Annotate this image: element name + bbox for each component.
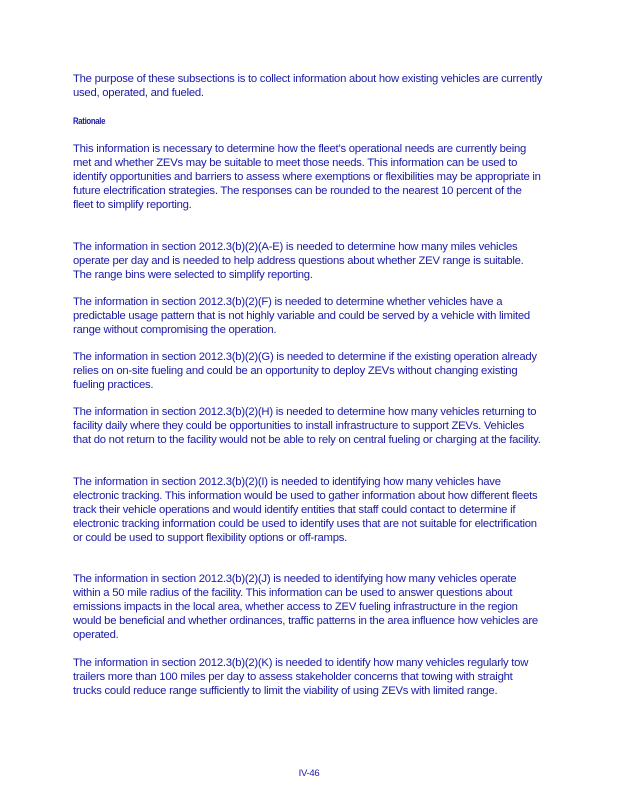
rationale-paragraph-8: The information in section 2012.3(b)(2)(K) is needed to identify how many vehicles regularly tow trailers more than 100 miles per day to assess stakeholder concerns that towing with straight trucks could reduce range sufficiently to limit the viability of using ZEVs with limited range. [73,657,529,697]
rationale-paragraph-3: The information in section 2012.3(b)(2)(F) is needed to determine whether vehicles have a predictable usage pattern that is not highly variable and could be served by a vehicle with limited range without compromising the operation. [73,296,530,336]
intro-paragraph: The purpose of these subsections is to collect information about how existing vehicles are currently used, operated, and fueled. [73,73,543,99]
rationale-paragraph-5: The information in section 2012.3(b)(2)(H) is needed to determine how many vehicles returning to facility daily where they could be opportunities to install infrastructure to support ZEVs. Vehicles that do not return to the facility would not be able to rely on central fueling or charging at the facility. [73,406,541,446]
rationale-paragraph-1: This information is necessary to determine how the fleet’s operational needs are currently being met and whether ZEVs may be suitable to meet those needs. This information can be used to identify opportunities and barriers to assess where exemptions or flexibilities may be appropriate in future electrification strategies. The responses can be rounded to the nearest 10 percent of the fleet to simplify reporting. [73,143,541,211]
rationale-paragraph-6: The information in section 2012.3(b)(2)(I) is needed to identifying how many vehicles have electronic tracking. This information would be used to gather information about how different fleets track their vehicle operations and would identify entities that staff could contact to determine if electronic tracking information could be used to identify uses that are not suitable for electrification or could be used to support flexibility options or off-ramps. [73,476,538,544]
rationale-paragraph-7: The information in section 2012.3(b)(2)(J) is needed to identifying how many vehicles operate within a 50 mile radius of the facility. This information can be used to answer questions about emissions impacts in the local area, whether access to ZEV fueling infrastructure in the region would be beneficial and whether ordinances, traffic patterns in the area influence how vehicles are operated. [73,573,538,641]
rationale-heading: Rationale [73,116,106,127]
page-number: IV-46 [298,768,320,779]
rationale-paragraph-4: The information in section 2012.3(b)(2)(G) is needed to determine if the existing operation already relies on on-site fueling and could be an opportunity to deploy ZEVs without changing existing fueling practices. [73,351,537,391]
rationale-paragraph-2: The information in section 2012.3(b)(2)(A-E) is needed to determine how many miles vehicles operate per day and is needed to help address questions about whether ZEV range is suitable. The range bins were selected to simplify reporting. [73,241,524,281]
